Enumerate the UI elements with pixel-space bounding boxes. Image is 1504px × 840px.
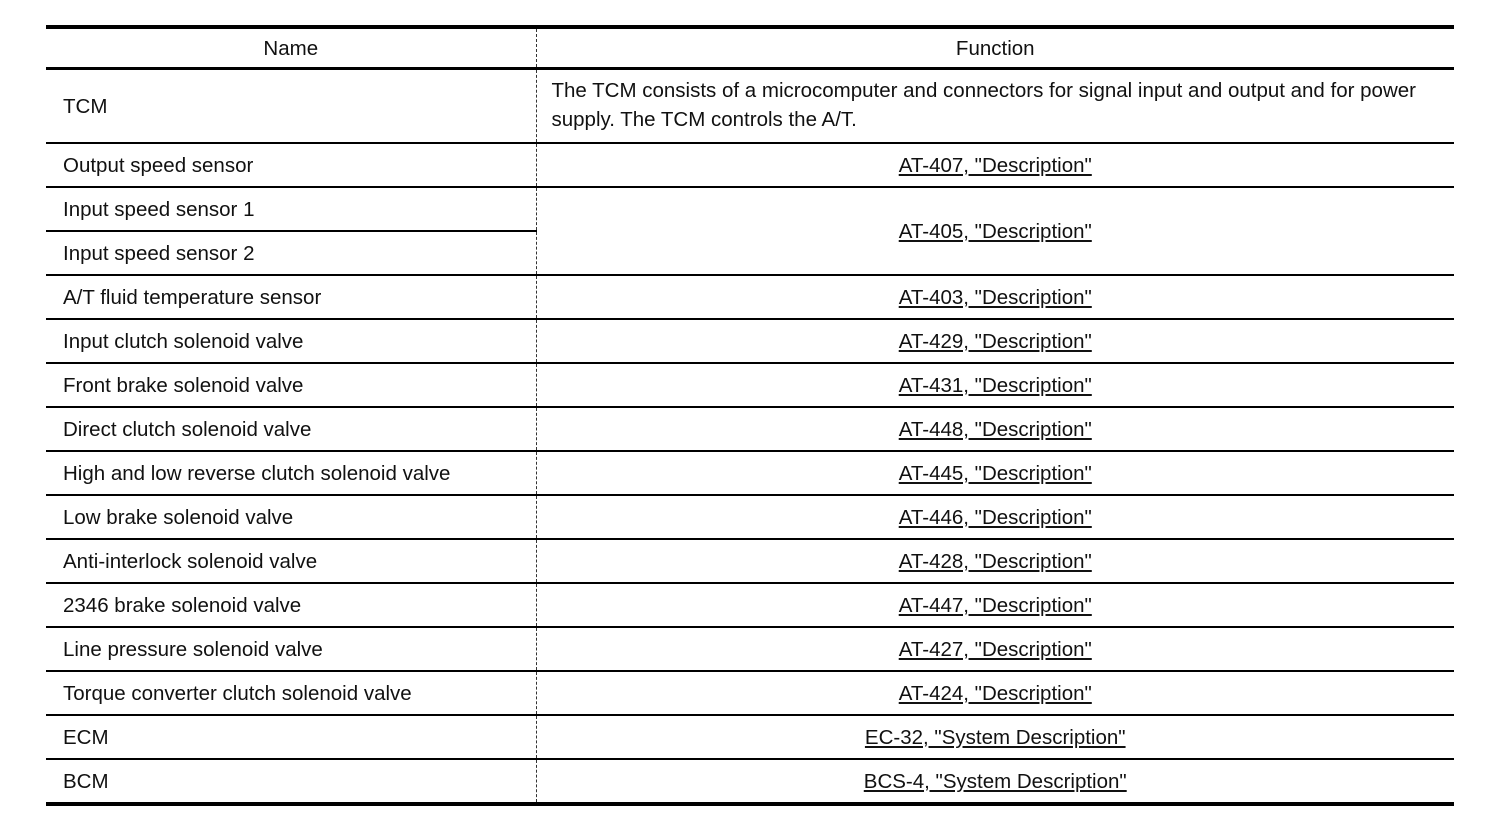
- row-name: 2346 brake solenoid valve: [46, 583, 536, 627]
- table-row: [46, 583, 1454, 627]
- row-name: ECM: [46, 715, 536, 759]
- row-function: [536, 187, 1454, 275]
- row-name: Direct clutch solenoid valve: [46, 407, 536, 451]
- row-function: [536, 671, 1454, 715]
- row-function: [536, 539, 1454, 583]
- row-function: [536, 451, 1454, 495]
- table-row: [46, 407, 1454, 451]
- table-row: [46, 275, 1454, 319]
- row-name: Input clutch solenoid valve: [46, 319, 536, 363]
- row-name: A/T fluid temperature sensor: [46, 275, 536, 319]
- header-name: Name: [46, 27, 536, 69]
- row-function: [536, 407, 1454, 451]
- component-function-table: [46, 25, 1454, 806]
- table-row: [46, 319, 1454, 363]
- row-function-text: The TCM consists of a microcomputer and connectors for signal input and output and for power supply. The TCM controls the A/T.: [536, 69, 1454, 144]
- row-name: BCM: [63, 769, 109, 793]
- row-function: [536, 583, 1454, 627]
- table-row: [46, 715, 1454, 759]
- table-row: [46, 363, 1454, 407]
- function-reference-link[interactable]: AT-428, "Description": [898, 549, 1092, 573]
- header-function: Function: [536, 27, 1454, 69]
- function-reference-link[interactable]: AT-431, "Description": [898, 373, 1092, 397]
- function-reference-link[interactable]: AT-445, "Description": [898, 461, 1092, 485]
- table-row: [46, 451, 1454, 495]
- row-name: High and low reverse clutch solenoid valve: [46, 451, 536, 495]
- function-reference-link[interactable]: AT-427, "Description": [898, 637, 1092, 661]
- function-reference-link[interactable]: AT-448, "Description": [898, 417, 1092, 441]
- function-reference-link[interactable]: AT-403, "Description": [898, 285, 1092, 309]
- row-function: [536, 715, 1454, 759]
- row-name: Line pressure solenoid valve: [46, 627, 536, 671]
- function-reference-link[interactable]: AT-447, "Description": [898, 593, 1092, 617]
- row-function: [536, 627, 1454, 671]
- table-row: [46, 671, 1454, 715]
- function-reference-link[interactable]: EC-32, "System Description": [864, 725, 1126, 749]
- function-reference-link[interactable]: AT-446, "Description": [898, 505, 1092, 529]
- row-function: [536, 275, 1454, 319]
- row-name: Low brake solenoid valve: [46, 495, 536, 539]
- function-reference-link[interactable]: AT-424, "Description": [898, 681, 1092, 705]
- row-name: Anti-interlock solenoid valve: [46, 539, 536, 583]
- table-row: [46, 187, 1454, 231]
- row-name: Output speed sensor: [46, 143, 536, 187]
- row-function: [536, 319, 1454, 363]
- row-function: [536, 495, 1454, 539]
- table-row: [46, 759, 1454, 804]
- row-function: [536, 759, 1454, 804]
- row-name: Torque converter clutch solenoid valve: [46, 671, 536, 715]
- row-function: [536, 143, 1454, 187]
- row-name: TCM: [46, 69, 536, 144]
- row-name: Input speed sensor 1: [46, 187, 536, 231]
- row-function: [536, 363, 1454, 407]
- table-row: [46, 627, 1454, 671]
- table-row: [46, 539, 1454, 583]
- function-reference-link[interactable]: BCS-4, "System Description": [863, 769, 1127, 793]
- table-row: [46, 69, 1454, 144]
- function-reference-link[interactable]: AT-407, "Description": [898, 153, 1092, 177]
- row-name: Input speed sensor 2: [46, 231, 536, 275]
- table-row: [46, 143, 1454, 187]
- table-header-row: [46, 27, 1454, 69]
- function-reference-link[interactable]: AT-405, "Description": [898, 219, 1092, 243]
- function-reference-link[interactable]: AT-429, "Description": [898, 329, 1092, 353]
- row-name: Front brake solenoid valve: [46, 363, 536, 407]
- table-row: [46, 495, 1454, 539]
